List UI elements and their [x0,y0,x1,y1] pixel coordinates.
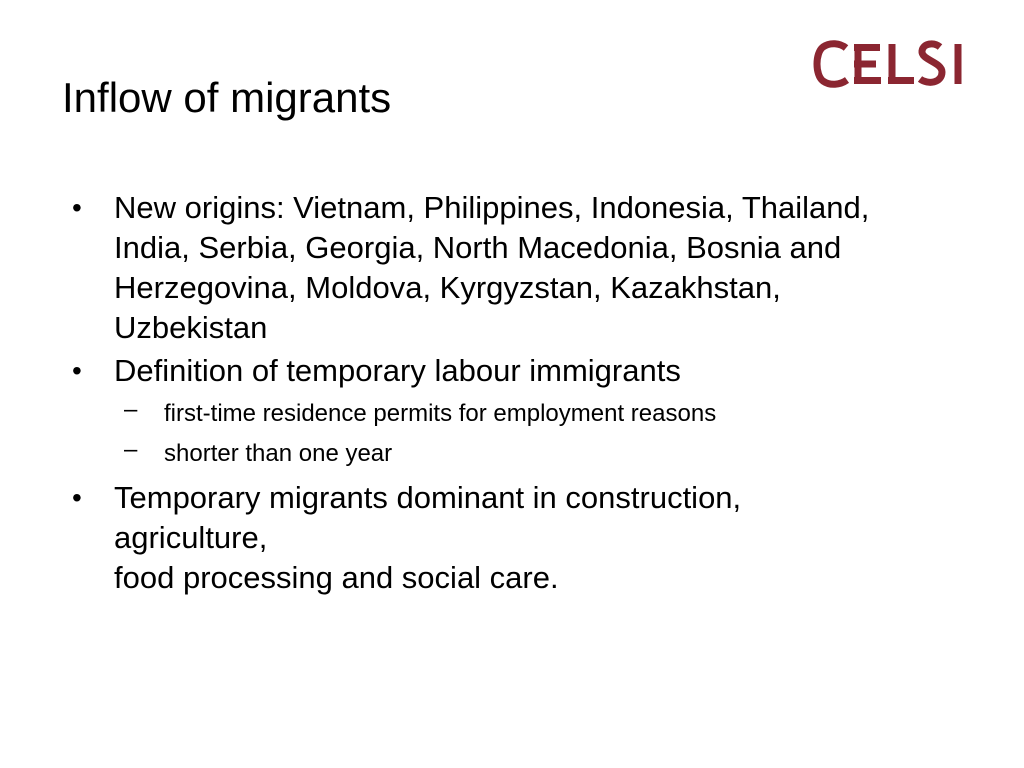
bullet-text: Temporary migrants dominant in construction, [114,480,742,515]
bullet-text: food processing and social care. [114,560,559,595]
sub-item-residence-permits [0,394,1024,434]
bullet-item-definition [0,351,964,391]
bullet-text: agriculture, [114,520,268,555]
bullet-icon: • [72,192,82,223]
sub-item-duration [0,434,1024,474]
bullet-text: Definition of temporary labour immigrants [114,353,681,388]
slide-title: Inflow of migrants [62,74,392,121]
celsi-logo [810,38,966,90]
dash-icon: – [124,396,138,423]
celsi-logo-icon [810,38,966,90]
bullet-text: India, Serbia, Georgia, North Macedonia, Bosnia and [114,230,842,265]
bullet-list [0,188,1024,601]
bullet-icon: • [72,482,82,513]
bullet-text: Herzegovina, Moldova, Kyrgyzstan, Kazakhstan, [114,270,781,305]
sub-item-text: first-time residence permits for employment reasons [164,400,717,427]
bullet-item-sectors [0,478,964,598]
bullet-text: New origins: Vietnam, Philippines, Indonesia, Thailand, [114,190,870,225]
dash-icon: – [124,436,138,463]
bullet-icon: • [72,355,82,386]
sub-item-text: shorter than one year [164,440,393,467]
bullet-item-origins [0,188,964,348]
bullet-text: Uzbekistan [114,310,268,345]
